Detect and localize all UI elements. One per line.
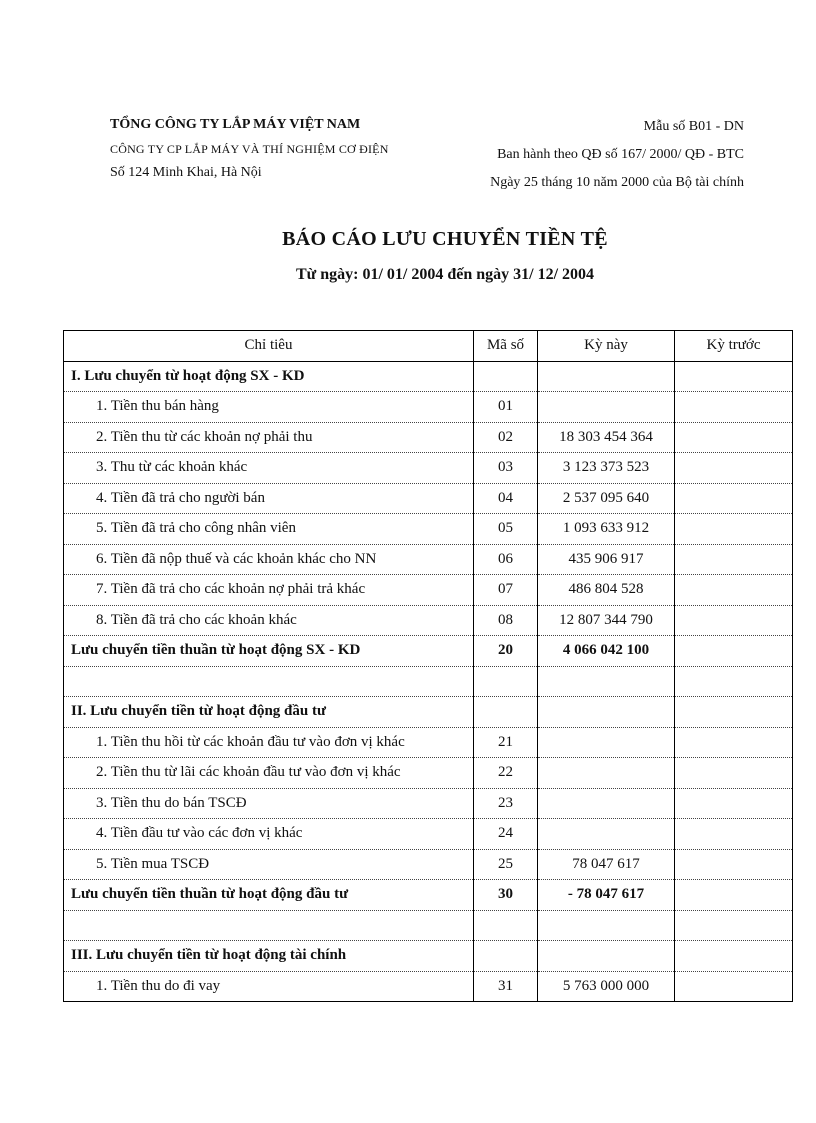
table-row-empty [64, 666, 793, 697]
company-address: Số 124 Minh Khai, Hà Nội [110, 165, 262, 180]
row-code: 06 [474, 544, 538, 575]
row-previous [675, 514, 793, 545]
row-label: 3. Tiền thu do bán TSCĐ [64, 788, 474, 819]
row-label: 4. Tiền đã trả cho người bán [64, 483, 474, 514]
row-current: 78 047 617 [538, 849, 675, 880]
row-current: 2 537 095 640 [538, 483, 675, 514]
table-row [64, 453, 793, 484]
table-row [64, 941, 793, 972]
row-code [474, 697, 538, 728]
header-previous-period: Kỳ trước [675, 331, 793, 362]
row-previous [675, 941, 793, 972]
row-code: 03 [474, 453, 538, 484]
row-code: 31 [474, 971, 538, 1002]
table-row [64, 575, 793, 606]
row-previous [675, 605, 793, 636]
table-row [64, 483, 793, 514]
table-row [64, 727, 793, 758]
row-code: 02 [474, 422, 538, 453]
row-previous [675, 392, 793, 423]
row-previous [675, 971, 793, 1002]
row-code [474, 941, 538, 972]
row-current [538, 727, 675, 758]
row-code: 23 [474, 788, 538, 819]
row-label [64, 910, 474, 941]
row-previous [675, 727, 793, 758]
cash-flow-table [63, 330, 793, 1002]
row-label: 2. Tiền thu từ lãi các khoản đầu tư vào đơn vị khác [64, 758, 474, 789]
row-current [538, 666, 675, 697]
row-code: 07 [474, 575, 538, 606]
report-title: BÁO CÁO LƯU CHUYỂN TIỀN TỆ [282, 228, 608, 250]
form-info [490, 113, 744, 197]
table-row [64, 361, 793, 392]
table-row-subtotal [64, 880, 793, 911]
table-row [64, 849, 793, 880]
row-label: 1. Tiền thu do đi vay [64, 971, 474, 1002]
row-label: I. Lưu chuyển từ hoạt động SX - KD [64, 361, 474, 392]
table-row-subtotal [64, 636, 793, 667]
row-code [474, 361, 538, 392]
table-row-empty [64, 910, 793, 941]
company-parent: TỔNG CÔNG TY LẮP MÁY VIỆT NAM [110, 117, 361, 132]
row-previous [675, 697, 793, 728]
header-indicator: Chỉ tiêu [64, 331, 474, 362]
row-current: 486 804 528 [538, 575, 675, 606]
row-code [474, 666, 538, 697]
table-row [64, 544, 793, 575]
row-code: 20 [474, 636, 538, 667]
row-label [64, 666, 474, 697]
row-current: 18 303 454 364 [538, 422, 675, 453]
table-row [64, 605, 793, 636]
row-label: 4. Tiền đầu tư vào các đơn vị khác [64, 819, 474, 850]
table-header-row [64, 331, 793, 362]
row-label: 2. Tiền thu từ các khoản nợ phải thu [64, 422, 474, 453]
row-current [538, 819, 675, 850]
row-current [538, 392, 675, 423]
row-code: 01 [474, 392, 538, 423]
row-label: 8. Tiền đã trả cho các khoản khác [64, 605, 474, 636]
row-previous [675, 544, 793, 575]
row-current [538, 910, 675, 941]
row-code: 24 [474, 819, 538, 850]
row-label: 5. Tiền mua TSCĐ [64, 849, 474, 880]
row-current: 5 763 000 000 [538, 971, 675, 1002]
row-label: 5. Tiền đã trả cho công nhân viên [64, 514, 474, 545]
company-info [110, 113, 389, 185]
row-label: 6. Tiền đã nộp thuế và các khoản khác cho NN [64, 544, 474, 575]
table-row [64, 697, 793, 728]
row-current [538, 697, 675, 728]
form-code: Mẫu số B01 - DN [643, 119, 744, 134]
table-row [64, 758, 793, 789]
row-previous [675, 575, 793, 606]
row-current [538, 361, 675, 392]
row-label: 7. Tiền đã trả cho các khoản nợ phải trả khác [64, 575, 474, 606]
company-name: CÔNG TY CP LẮP MÁY VÀ THÍ NGHIỆM CƠ ĐIỆN [110, 142, 389, 156]
form-issued: Ban hành theo QĐ số 167/ 2000/ QĐ - BTC [497, 147, 744, 162]
row-current: 4 066 042 100 [538, 636, 675, 667]
row-previous [675, 849, 793, 880]
row-code: 04 [474, 483, 538, 514]
table-row [64, 788, 793, 819]
row-code: 08 [474, 605, 538, 636]
form-date: Ngày 25 tháng 10 năm 2000 của Bộ tài chính [490, 175, 744, 190]
row-code: 25 [474, 849, 538, 880]
row-code: 21 [474, 727, 538, 758]
table-row [64, 422, 793, 453]
row-code: 30 [474, 880, 538, 911]
row-previous [675, 788, 793, 819]
row-previous [675, 666, 793, 697]
row-code: 22 [474, 758, 538, 789]
row-current: 1 093 633 912 [538, 514, 675, 545]
row-previous [675, 758, 793, 789]
row-label: Lưu chuyển tiền thuần từ hoạt động đầu tư [64, 880, 474, 911]
header-code: Mã số [474, 331, 538, 362]
row-current: 3 123 373 523 [538, 453, 675, 484]
row-previous [675, 453, 793, 484]
row-label: Lưu chuyển tiền thuần từ hoạt động SX - KD [64, 636, 474, 667]
row-label: II. Lưu chuyển tiền từ hoạt động đầu tư [64, 697, 474, 728]
row-code: 05 [474, 514, 538, 545]
row-label: 1. Tiền thu bán hàng [64, 392, 474, 423]
row-previous [675, 880, 793, 911]
table-row [64, 514, 793, 545]
row-previous [675, 483, 793, 514]
table-row [64, 819, 793, 850]
row-current: - 78 047 617 [538, 880, 675, 911]
row-label: 3. Thu từ các khoản khác [64, 453, 474, 484]
row-current [538, 941, 675, 972]
row-current: 12 807 344 790 [538, 605, 675, 636]
row-current: 435 906 917 [538, 544, 675, 575]
header-current-period: Kỳ này [538, 331, 675, 362]
row-label: 1. Tiền thu hồi từ các khoản đầu tư vào đơn vị khác [64, 727, 474, 758]
table-row [64, 971, 793, 1002]
row-current [538, 758, 675, 789]
row-previous [675, 819, 793, 850]
row-previous [675, 910, 793, 941]
row-previous [675, 422, 793, 453]
table-row [64, 392, 793, 423]
row-code [474, 910, 538, 941]
report-period: Từ ngày: 01/ 01/ 2004 đến ngày 31/ 12/ 2004 [295, 266, 595, 283]
row-current [538, 788, 675, 819]
row-previous [675, 636, 793, 667]
row-label: III. Lưu chuyển tiền từ hoạt động tài chính [64, 941, 474, 972]
row-previous [675, 361, 793, 392]
